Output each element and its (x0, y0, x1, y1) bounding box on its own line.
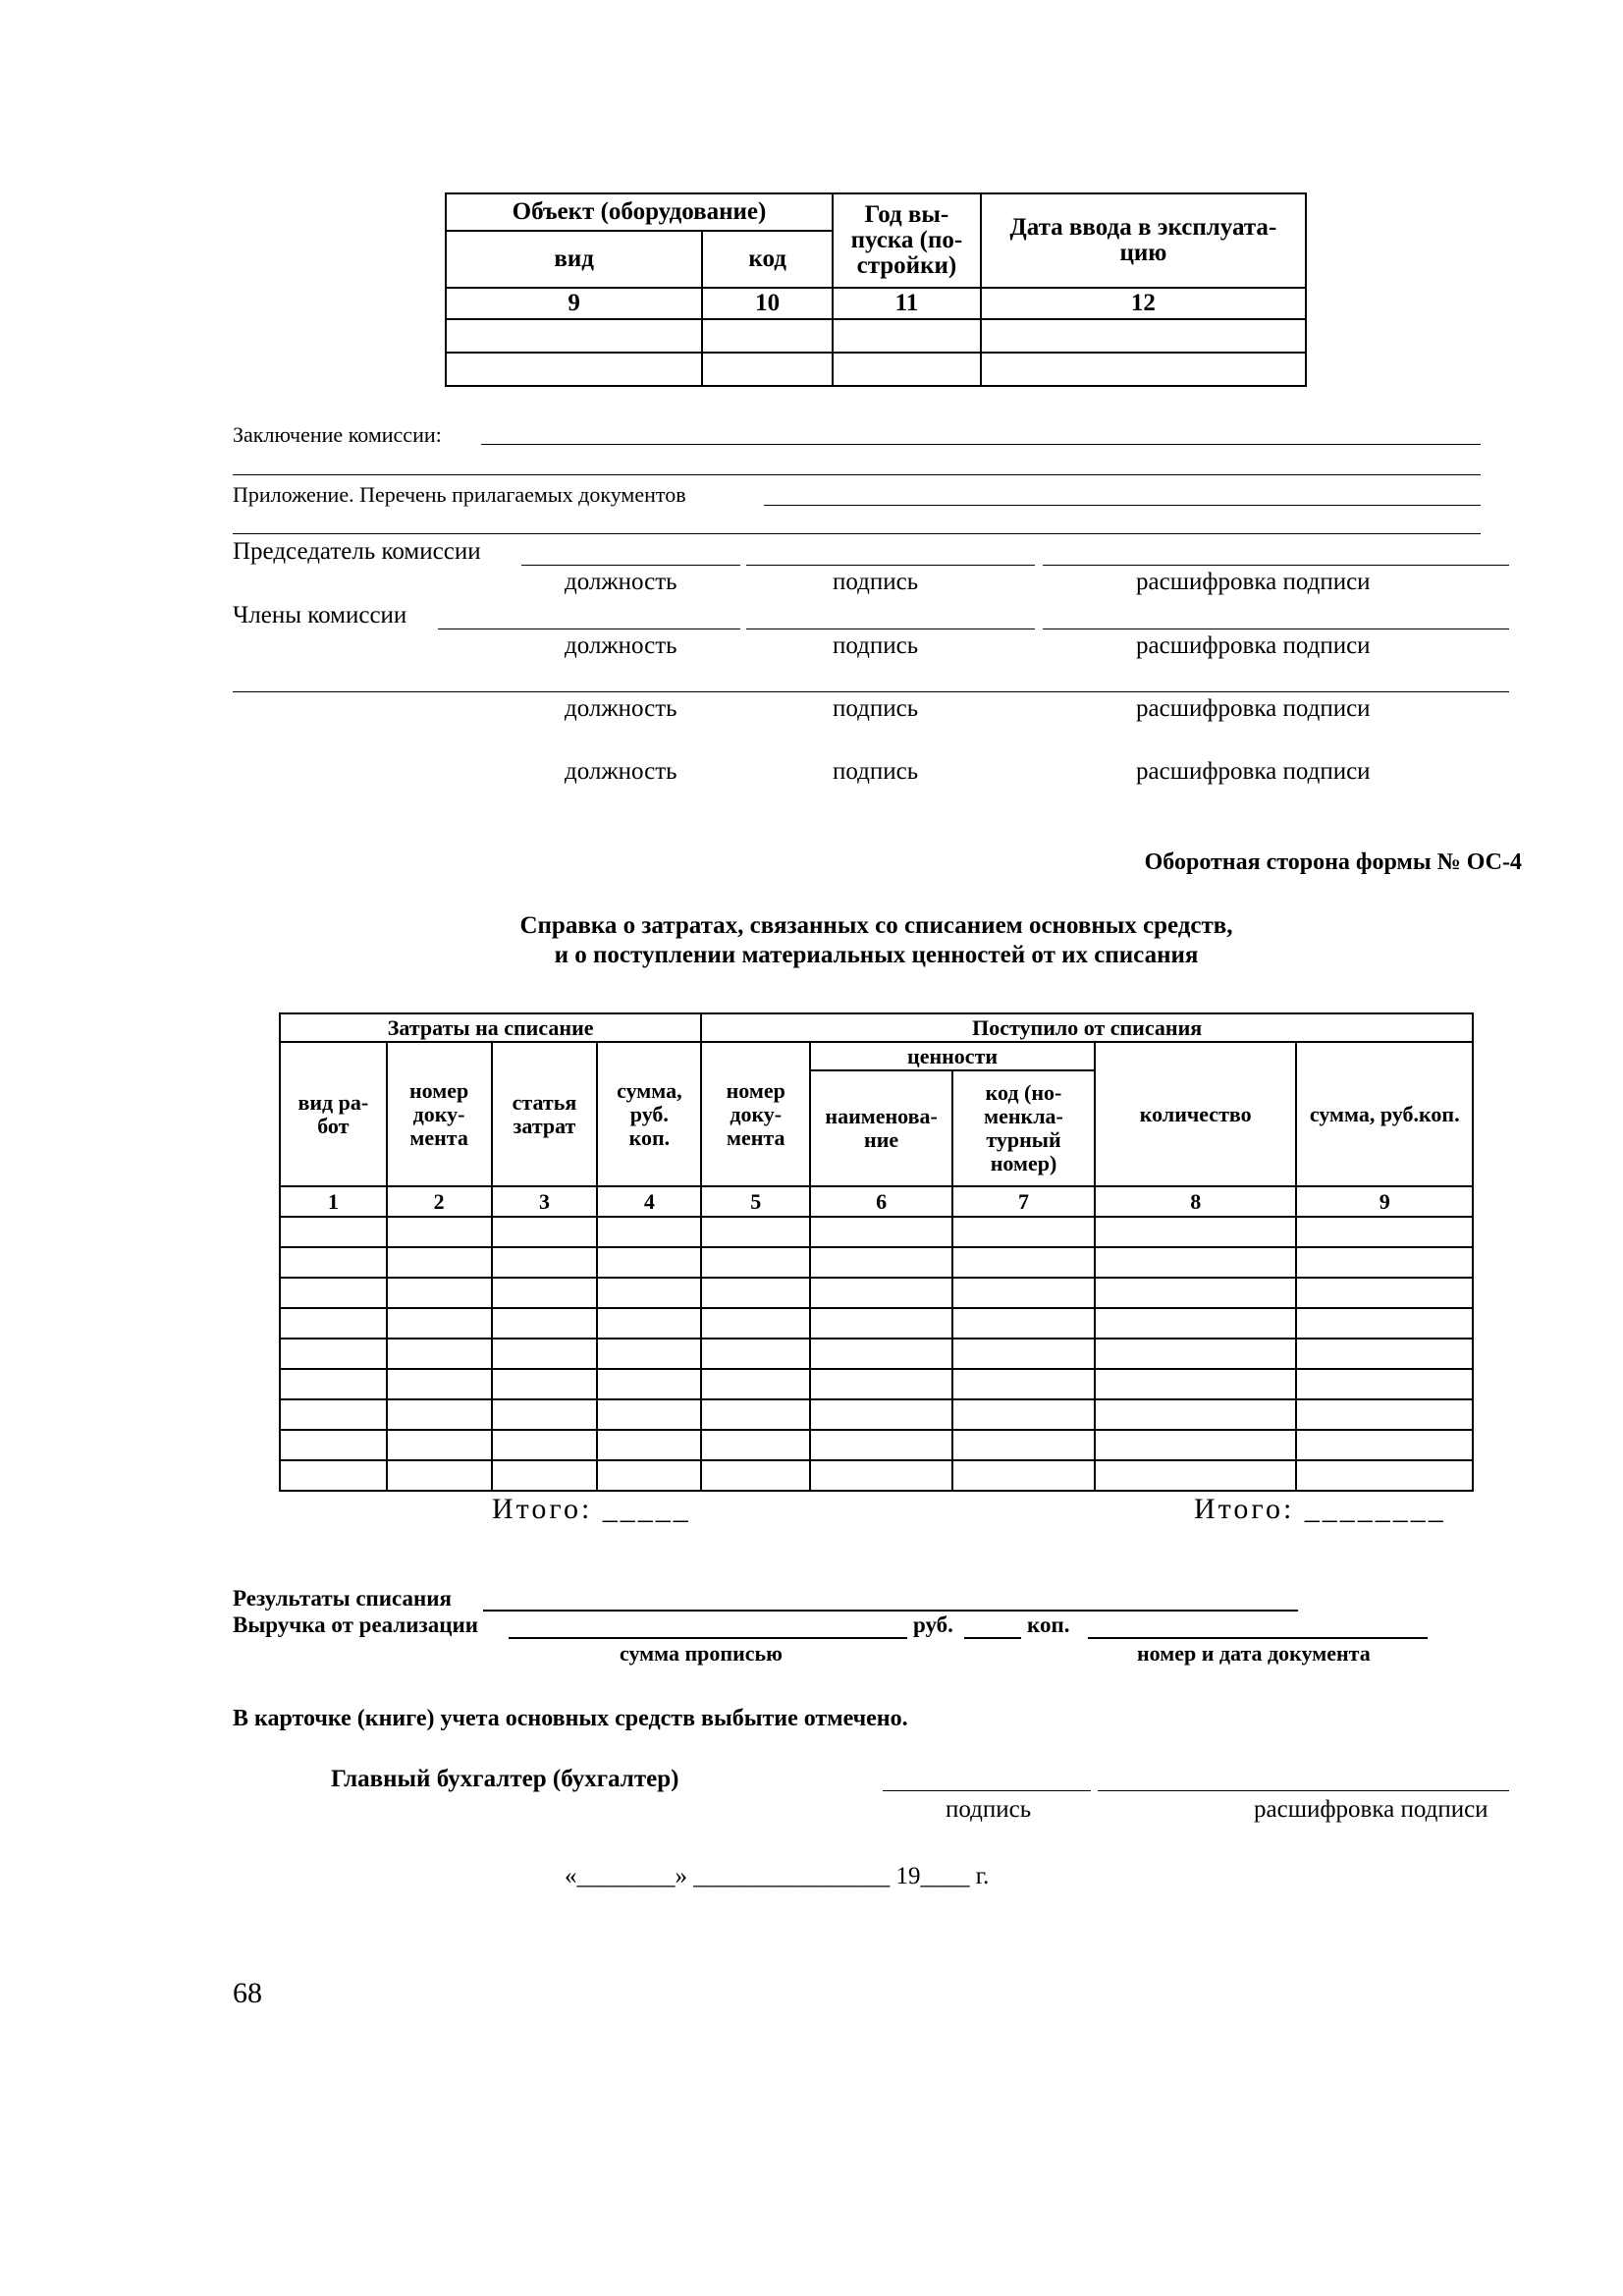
col-header: номер доку-мента (701, 1042, 810, 1186)
position-caption: должность (565, 632, 677, 659)
col-num: 8 (1095, 1186, 1297, 1217)
signature-caption: подпись (833, 695, 919, 722)
results-line (483, 1610, 1298, 1612)
signature-caption: подпись (833, 569, 919, 595)
table-row (280, 1399, 1473, 1430)
position-caption: должность (565, 569, 677, 595)
accountant-label: Главный бухгалтер (бухгалтер) (331, 1766, 679, 1792)
chairman-label: Председатель комиссии (233, 538, 481, 565)
table-row (446, 319, 1306, 353)
col-num: 2 (387, 1186, 492, 1217)
signature-caption: подпись (833, 632, 919, 659)
conclusion-label: Заключение комиссии: (233, 422, 442, 447)
col-header: сумма, руб. коп. (597, 1042, 701, 1186)
spravka-title-line-2: и о поступлении материальных ценностей от их списания (554, 942, 1199, 968)
rub-line (964, 1637, 1021, 1639)
conclusion-line-2 (233, 474, 1481, 475)
page-number: 68 (233, 1977, 262, 2009)
table-row (280, 1308, 1473, 1339)
revenue-label: Выручка от реализации (233, 1613, 479, 1637)
doc-caption: номер и дата документа (1137, 1641, 1371, 1666)
header-received: Поступило от списания (701, 1013, 1473, 1042)
col-num: 10 (702, 288, 833, 319)
attachment-line-2 (233, 533, 1481, 534)
attachment-line (764, 505, 1481, 506)
conclusion-line (481, 444, 1481, 445)
results-label: Результаты списания (233, 1586, 452, 1611)
col-header: вид ра-бот (280, 1042, 387, 1186)
itogo-right: Итого: ________ (1194, 1493, 1446, 1525)
table-row (280, 1247, 1473, 1278)
date-line: «________» ________________ 19____ г. (565, 1863, 990, 1889)
attachment-label: Приложение. Перечень прилагаемых документов (233, 482, 686, 507)
col-num: 6 (810, 1186, 952, 1217)
chairman-position-line (521, 565, 740, 566)
header-vid: вид (446, 231, 702, 288)
chairman-decoding-line (1043, 565, 1509, 566)
members-label: Члены комиссии (233, 602, 407, 629)
table-row (280, 1430, 1473, 1460)
col-header: номер доку-мента (387, 1042, 492, 1186)
col-header: сумма, руб.коп. (1296, 1042, 1473, 1186)
decoding-caption: расшифровка подписи (1136, 758, 1371, 785)
member-line-2 (233, 691, 1509, 692)
header-year: Год вы-пуска (по-стройки) (833, 193, 981, 288)
col-num: 1 (280, 1186, 387, 1217)
col-num: 9 (1296, 1186, 1473, 1217)
rub-label: руб. (913, 1613, 953, 1637)
table-row (280, 1339, 1473, 1369)
accountant-decoding-caption: расшифровка подписи (1254, 1796, 1488, 1823)
kop-label: коп. (1027, 1613, 1070, 1637)
costs-table (279, 1012, 1474, 1492)
equipment-table (445, 192, 1307, 387)
col-num: 9 (446, 288, 702, 319)
decoding-caption: расшифровка подписи (1136, 632, 1371, 659)
header-costs: Затраты на списание (280, 1013, 701, 1042)
chairman-signature-line (746, 565, 1035, 566)
header-values: ценности (810, 1042, 1095, 1070)
position-caption: должность (565, 695, 677, 722)
col-num: 11 (833, 288, 981, 319)
table-row (280, 1460, 1473, 1491)
signature-caption: подпись (833, 758, 919, 785)
header-date: Дата ввода в эксплуата-цию (981, 193, 1306, 288)
col-num: 12 (981, 288, 1306, 319)
itogo-left: Итого: _____ (492, 1493, 691, 1525)
card-note: В карточке (книге) учета основных средств выбытие отмечено. (233, 1706, 908, 1731)
table-row (280, 1217, 1473, 1247)
accountant-signature-caption: подпись (946, 1796, 1032, 1823)
decoding-caption: расшифровка подписи (1136, 695, 1371, 722)
table-row (446, 353, 1306, 386)
col-header: код (но-менкла-турный номер) (952, 1070, 1095, 1186)
spravka-title-line-1: Справка о затратах, связанных со списанием основных средств, (519, 912, 1233, 939)
decoding-caption: расшифровка подписи (1136, 569, 1371, 595)
col-num: 4 (597, 1186, 701, 1217)
table-row (280, 1369, 1473, 1399)
col-num: 7 (952, 1186, 1095, 1217)
position-caption: должность (565, 758, 677, 785)
sum-words-caption: сумма прописью (620, 1641, 783, 1666)
header-object: Объект (оборудование) (446, 193, 833, 231)
table-row (280, 1278, 1473, 1308)
accountant-signature-line (883, 1790, 1091, 1791)
col-num: 3 (492, 1186, 598, 1217)
accountant-decoding-line (1098, 1790, 1509, 1791)
col-num: 5 (701, 1186, 810, 1217)
col-header: наименова-ние (810, 1070, 952, 1186)
reverse-side-title: Оборотная сторона формы № ОС-4 (1144, 849, 1522, 875)
header-kod: код (702, 231, 833, 288)
col-header: статья затрат (492, 1042, 598, 1186)
col-header: количество (1095, 1042, 1297, 1186)
